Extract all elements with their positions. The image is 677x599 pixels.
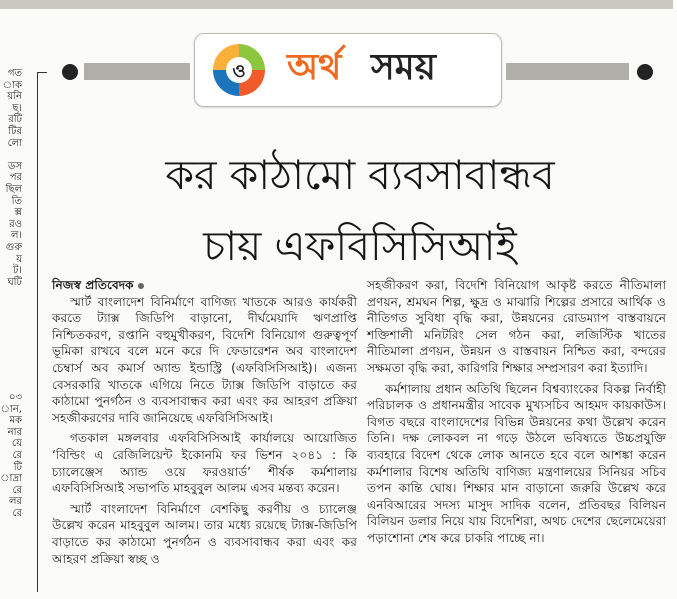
adjacent-column-line: তি xyxy=(11,195,22,207)
paragraph: গতকাল মঙ্গলবার এফবিসিসিআই কার্যালয়ে আয়োজিত ‘বিল্ডিং এ রেজিলিয়েন্ট ইকোনমি ফর ভিশন ২০৪১ : কি চ্যালেঞ্জেস অ্যান্ড ওয়ে ফরওয়ার্ড’ শীর্ষক কর্মশালায় এফবিসিসিআই সভাপতি মাহবুবুল আলম এসব মন্তব্য করেন। xyxy=(52,431,357,496)
adjacent-column-fragment-top xyxy=(0,68,22,288)
headline-line-2: চায় এফবিসিসিআই xyxy=(203,222,517,270)
byline-dot-icon xyxy=(138,283,144,289)
adjacent-column-line: ল। xyxy=(10,230,22,242)
paragraph: স্মার্ট বাংলাদেশ বিনির্মাণে বাণিজ্য খাতকে আরও কার্যকরী করতে ট্যাক্স জিডিপি বাড়ানো, দীর্ঘমেয়াদি ঋণপ্রাপ্তি নিশ্চিতকরণ, রপ্তানি বহুমুখীকরণ, বিদেশি বিনিয়োগ গুরুত্বপূর্ণ ভূমিকা রাখবে বলে মনে করে দি ফেডারেশন অব বাংলাদেশ চেম্বার্স অব কমার্স অ্যান্ড ইন্ডাস্ট্রি (এফবিসিসিআই)। এজন্য বেসরকারি খাতকে এগিয়ে নিতে ট্যাক্স জিডিপি বাড়াতে কর কাঠামো পুনর্গঠন ও ব্যবসাবান্ধব করা এবং কর আহরণ প্রক্রিয়া সহজীকরণের দাবি জানিয়েছে এফবিসিসিআই। xyxy=(52,294,357,425)
headline xyxy=(50,140,670,282)
right-margin xyxy=(673,0,677,599)
adjacent-column-line: ান, xyxy=(0,403,22,415)
headline-line-1: কর কাঠামো ব্যবসাবান্ধব xyxy=(165,151,555,199)
byline: নিজস্ব প্রতিবেদক xyxy=(52,278,134,292)
adjacent-column-line: গত xyxy=(7,68,22,79)
adjacent-column-line: টি xyxy=(13,461,22,473)
adjacent-column-line: রে xyxy=(12,507,22,519)
adjacent-column-line: ০৩ xyxy=(8,392,22,403)
top-rule xyxy=(0,0,677,9)
adjacent-column-line: নার xyxy=(7,426,22,438)
adjacent-column-line: ছ। xyxy=(12,102,22,114)
paragraph: সহজীকরণ করা, বিদেশি বিনিয়োগ আকৃষ্ট করতে নীতিমালা প্রণয়ন, শ্রমঘন শিল্প, ক্ষুদ্র ও মাঝারি শিল্পের প্রসারে আর্থিক ও নীতিগত সুবিধা বৃদ্ধি করা, উন্নয়নের রোডম্যাপ বাস্তবায়নে শক্তিশালী মনিটরিং সেল গঠন করা, লজিস্টিক খাতের নীতিমালা প্রণয়ন, উন্নয়ন ও বাস্তবায়ন নিশ্চিত করা, বন্দরের সক্ষমতা বৃদ্ধি করা, কারিগরি শিক্ষার সম্প্রসারণ করা ইত্যাদি। xyxy=(367,278,666,375)
adjacent-column-line: ক্স xyxy=(14,207,22,219)
masthead-logo xyxy=(194,33,502,107)
article-column-right xyxy=(367,277,666,547)
adjacent-column-line: টির xyxy=(8,125,22,137)
logo-word-artha: অর্থ xyxy=(287,47,342,88)
adjacent-column-line: ঘটি xyxy=(7,276,22,288)
adjacent-column-line: রে xyxy=(12,449,22,461)
adjacent-column-line: াক xyxy=(2,79,22,91)
adjacent-column-line: পর xyxy=(9,172,22,184)
article-frame-rule xyxy=(37,72,38,592)
adjacent-column-line: লো xyxy=(7,137,22,149)
adjacent-column-line: য় xyxy=(16,253,22,265)
adjacent-column-line: লর xyxy=(9,496,22,508)
adjacent-column-line: াদ্রা xyxy=(0,473,22,485)
adjacent-column-line: মক xyxy=(9,415,22,427)
adjacent-column-line: ডস xyxy=(8,160,22,172)
adjacent-column-line: গুরু xyxy=(5,241,22,253)
paragraph: স্মার্ট বাংলাদেশ বিনির্মাণে বেশকিছু করণীয় ও চ্যালেঞ্জ উল্লেখ করেন মাহবুবুল আলম। তার মধ্যে রয়েছে ট্যাক্স-জিডিপি বাড়াতে কর কাঠামো পুনর্গঠন ও ব্যবসাবান্ধব করা এবং কর আহরণ প্রক্রিয়া স্বচ্ছ ও xyxy=(52,501,357,566)
adjacent-column-line: রে xyxy=(12,484,22,496)
adjacent-column-line: রও xyxy=(9,218,22,230)
paragraph: কর্মশালায় প্রধান অতিথি ছিলেন বিশ্বব্যাংকের বিকল্প নির্বাহী পরিচালক ও প্রধানমন্ত্রীর সাবেক মুখ্যসচিব আহমদ কায়কাউস। বিগত বছরে বাংলাদেশের বিভিন্ন উন্নয়নের কথা উল্লেখ করেন তিনি। দক্ষ লোকবল না গড়ে উঠলে ভবিষ্যতে উচ্চপ্রযুক্তি ব্যবহারে বিদেশ থেকে লোক আনতে হবে বলে আশঙ্কা করেন কর্মশালার বিশেষ অতিথি বাণিজ্য মন্ত্রণালয়ের সিনিয়র সচিব তপন কান্তি ঘোষ। শিক্ষার মান বাড়ানো জরুরি উল্লেখ করে এনবিআরের সদস্য মাসুদ সাদিক বলেন, প্রতিবছর বিলিয়ন বিলিয়ন ডলার নিয়ে যায় বিদেশিরা, অথচ দেশের ছেলেমেয়েরা পড়াশোনা শেষ করে চাকরি পাচ্ছে না। xyxy=(367,381,666,545)
logo-mark-letter: ও xyxy=(232,61,246,82)
masthead-bar-right xyxy=(506,63,629,80)
adjacent-column-line: ছিল xyxy=(5,183,22,195)
adjacent-column-line: ট। xyxy=(12,265,22,277)
adjacent-column-line: রটি xyxy=(8,114,22,126)
adjacent-column-line: য়নি xyxy=(7,91,22,103)
masthead-bar-left xyxy=(84,63,190,80)
adjacent-column-fragment-bottom xyxy=(0,392,22,520)
adjacent-column-line xyxy=(0,149,22,161)
article-frame-corner xyxy=(37,72,47,73)
logo-word-samay: সময় xyxy=(371,47,436,88)
bullet-right xyxy=(637,64,653,80)
bullet-left xyxy=(62,64,78,80)
article-column-left xyxy=(52,277,357,567)
logo-mark-icon xyxy=(211,42,267,98)
adjacent-column-line: য়ে xyxy=(12,438,22,450)
